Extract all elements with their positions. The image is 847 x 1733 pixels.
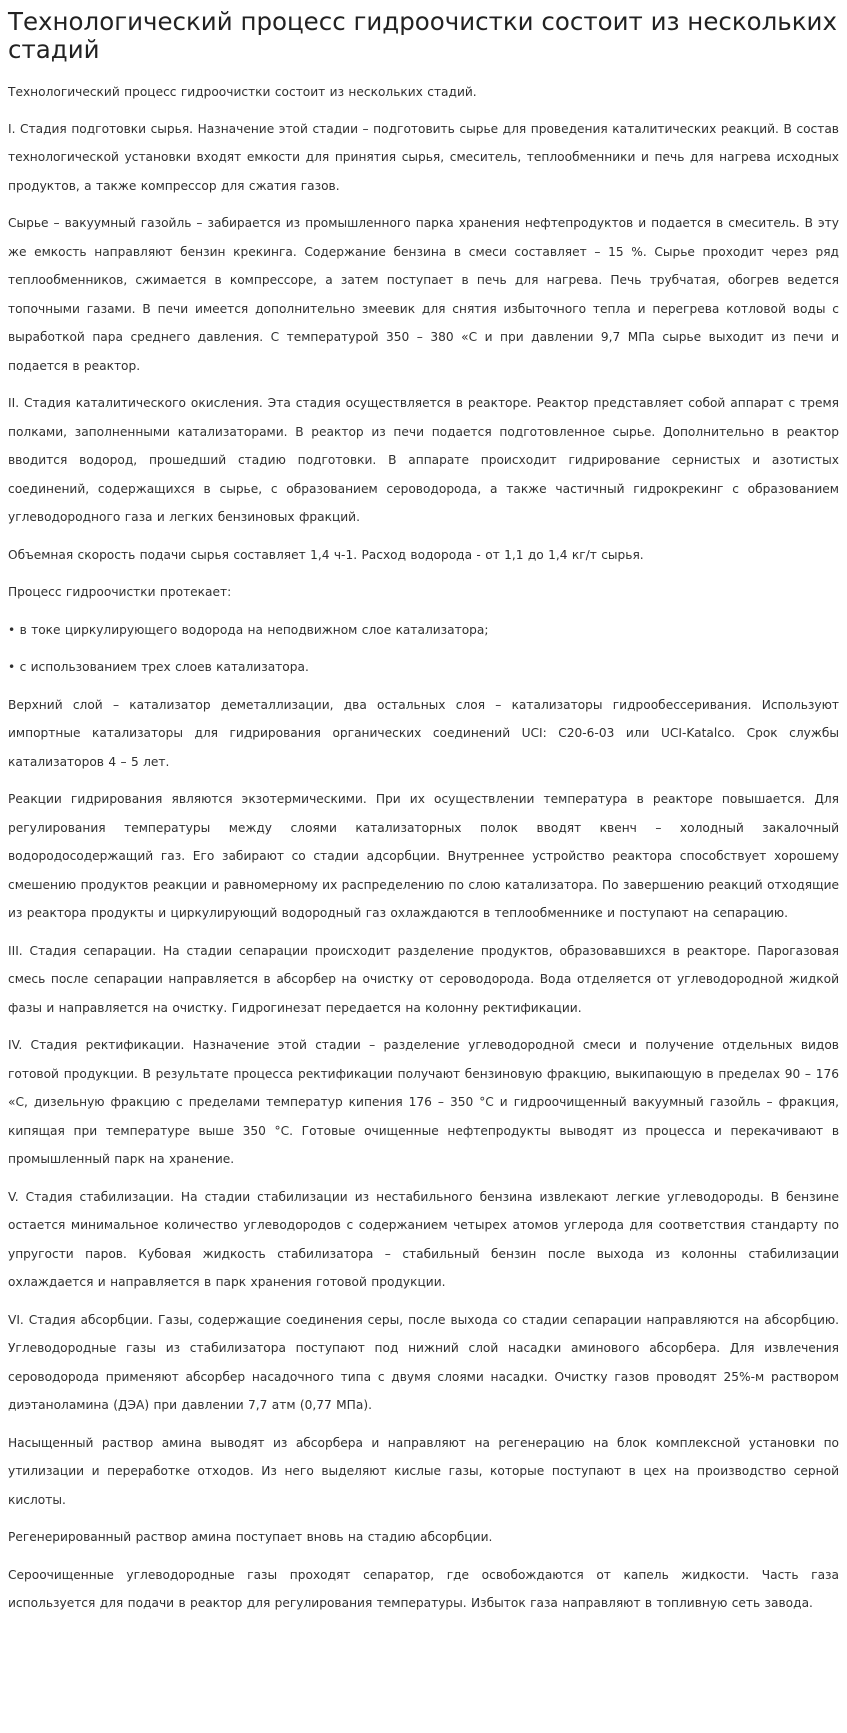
paragraph: Процесс гидроочистки протекает: (8, 585, 232, 599)
paragraph-intro: Технологический процесс гидроочистки состоит из нескольких стадий. (8, 85, 477, 99)
page-title: Технологический процесс гидроочистки состоит из нескольких стадий (8, 7, 837, 64)
paragraph: Сырье – вакуумный газойль – забирается из промышленного парка хранения нефтепродуктов и подается в смеситель. В эту же емкость направляют бензин крекинга. Содержание бензина в смеси составляет – 15 %. Сырье проходит через ряд теплообменников, сжимается в компрессоре, а затем поступает в печь для нагрева. Печь трубчатая, обогрев ведется топочными газами. В печи имеется дополнительно змеевик для снятия избыточного тепла и перегрева котловой воды с выработкой пара среднего давления. С температурой 350 – 380 «С и при давлении 9,7 МПа сырье выходит из печи и подается в реактор. (8, 216, 839, 373)
paragraph-stage-6: VI. Стадия абсорбции. Газы, содержащие соединения серы, после выхода со стадии сепарации направляются на абсорбцию. Углеводородные газы из стабилизатора поступают под нижний слой насадки аминового абсорбера. Для извлечения сероводорода применяют абсорбер насадочного типа с двумя слоями насадки. Очистку газов проводят 25%-м раствором диэтаноламина (ДЭА) при давлении 7,7 атм (0,77 МПа). (8, 1312, 839, 1412)
paragraph-stage-1: I. Стадия подготовки сырья. Назначение этой стадии – подготовить сырье для проведения каталитических реакций. В состав технологической установки входят емкости для принятия сырья, смеситель, теплообменники и печь для нагрева исходных продуктов, а также компрессор для сжатия газов. (8, 121, 839, 193)
list-item: • с использованием трех слоев катализатора. (8, 660, 309, 674)
paragraph: Объемная скорость подачи сырья составляет 1,4 ч-1. Расход водорода - от 1,1 до 1,4 кг/т сырья. (8, 547, 644, 562)
paragraph: Верхний слой – катализатор деметаллизации, два остальных слоя – катализаторы гидрообессеривания. Используют импортные катализаторы для гидрирования органических соединений UCI: C20-6-03 или UCI-Katalco. Срок службы катализаторов 4 – 5 лет. (8, 697, 839, 769)
paragraph-stage-5: V. Стадия стабилизации. На стадии стабилизации из нестабильного бензина извлекают легкие углеводороды. В бензине остается минимальное количество углеводородов с содержанием четырех атомов углерода для соответствия стандарту по упругости паров. Кубовая жидкость стабилизатора – стабильный бензин после выхода из колонны стабилизации охлаждается и направляется в парк хранения готовой продукции. (8, 1189, 839, 1289)
paragraph-stage-2: II. Стадия каталитического окисления. Эта стадия осуществляется в реакторе. Реактор представляет собой аппарат с тремя полками, заполненными катализаторами. В реактор из печи подается подготовленное сырье. Дополнительно в реактор вводится водород, прошедший стадию подготовки. В аппарате происходит гидрирование сернистых и азотистых соединений, содержащихся в сырье, с образованием сероводорода, а также частичный гидрокрекинг с образованием углеводородного газа и легких бензиновых фракций. (8, 396, 839, 524)
paragraph-stage-4: IV. Стадия ректификации. Назначение этой стадии – разделение углеводородной смеси и получение отдельных видов готовой продукции. В результате процесса ректификации получают бензиновую фракцию, выкипающую в пределах 90 – 176 «С, дизельную фракцию с пределами температур кипения 176 – 350 °С и гидроочищенный вакуумный газойль – фракция, кипящая при температуре выше 350 °С. Готовые очищенные нефтепродукты выводят из процесса и перекачивают в промышленный парк на хранение. (8, 1038, 839, 1166)
paragraph-stage-3: III. Стадия сепарации. На стадии сепарации происходит разделение продуктов, образовавшихся в реакторе. Парогазовая смесь после сепарации направляется в абсорбер на очистку от сероводорода. Вода отделяется от углеводородной жидкой фазы и направляется на очистку. Гидрогинезат передается на колонну ректификации. (8, 943, 839, 1015)
list-item: • в токе циркулирующего водорода на неподвижном слое катализатора; (8, 622, 489, 637)
article-body (8, 78, 839, 1618)
paragraph: Регенерированный раствор амина поступает вновь на стадию абсорбции. (8, 1530, 493, 1544)
paragraph: Насыщенный раствор амина выводят из абсорбера и направляют на регенерацию на блок комплексной установки по утилизации и переработке отходов. Из него выделяют кислые газы, которые поступают в цех на производство серной кислоты. (8, 1435, 839, 1507)
paragraph: Сероочищенные углеводородные газы проходят сепаратор, где освобождаются от капель жидкости. Часть газа используется для подачи в реактор для регулирования температуры. Избыток газа направляют в топливную сеть завода. (8, 1567, 839, 1610)
paragraph: Реакции гидрирования являются экзотермическими. При их осуществлении температура в реакторе повышается. Для регулирования температуры между слоями катализаторных полок вводят квенч – холодный закалочный водородосодержащий газ. Его забирают со стадии адсорбции. Внутреннее устройство реактора способствует хорошему смешению продуктов реакции и равномерному их распределению по слою катализатора. По завершению реакций отходящие из реактора продукты и циркулирующий водородный газ охлаждаются в теплообменнике и поступают на сепарацию. (8, 792, 839, 920)
